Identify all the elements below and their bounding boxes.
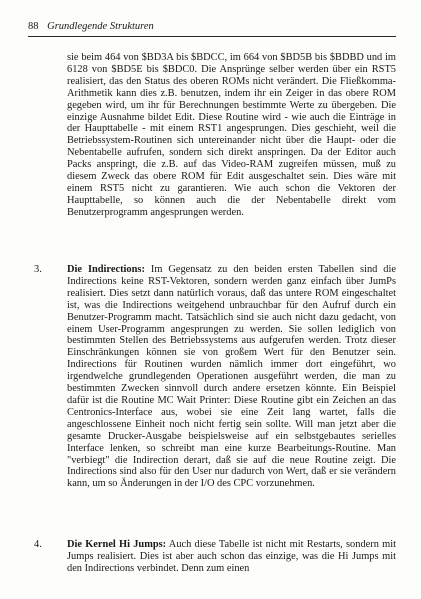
paragraph-text: sie beim 464 von $BD3A bis $BDCC, im 664 von $BD5B bis $BDBD und im 6128 von $BD5E bis $BDC0. Die Ansprünge selber werden über ein RST5 realisiert, das den Status des oberen ROMs nicht verändert. Die Fließkomma-Arithmetik kann dies z.B. benutzen, indem ihr ein Zeiger in das obere ROM gegeben wird, um ihr für Berechnungen bestimmte Werte zu übergeben. Die einzige Ausnahme bildet Edit. Diese Routine wird - wie auch die Einträge in der Haupttabelle - mit einem RST1 angesprungen. Dies geschieht, weil die Betriebssystem-Routinen sich untereinander nicht über die Haupt- oder die Nebentabelle aufrufen, sondern sich direkt anspringen. Da der Editor auch Packs anspringt, die z.B. auf das Video-RAM zugreifen müssen, muß zu diesem Zweck das obere ROM für Edit ausgeschaltet sein. Dies wäre mit einem RST5 nicht zu garantieren. Wie auch schon die Vektoren der Haupttabelle, so können auch die der Nebentabelle direkt vom Benutzerprogramm angesprungen werden. [67,52,396,218]
section-kernel-hi-jumps [67,539,396,579]
header-rule [28,36,396,37]
section-text: Auch diese Tabelle ist nicht mit Restarts, sondern mit Jumps realisiert. Dies ist aber auch schon das einzige, was die Hi Jumps mit den Indirections verbindet. Denn zum einen [67,539,396,574]
section-number-3: 3. [34,264,42,275]
running-title: Grundlegende Strukturen [47,21,154,32]
paragraph-continued [67,52,396,248]
section-text: Im Gegensatz zu den beiden ersten Tabellen sind die Indirections keine RST-Vektoren, sondern werden ganz einfach über JumPs realisiert. Dies setzt dann natürlich voraus, daß das untere ROM eingeschaltet ist, was die Indirections weitgehend unbrauchbar für den Aufruf durch ein Benutzer-Programm macht. Tatsächlich sind sie auch nicht dazu gedacht, von einem User-Programm angesprungen zu werden. Sie sollen lediglich von bestimmten Stellen des Betriebssystems aus aufgerufen werden. Trotz dieser Einschränkungen können sie von großem Wert für den Benutzer sein. Indirections für Routinen wurden nämlich immer dort eingeführt, wo irgendwelche grundlegenden Operationen ausgeführt werden, die man zu bestimmten Zwecken sinnvoll durch andere ersetzen könnte. Ein Beispiel dafür ist die Routine MC Wait Printer: Diese Routine gibt ein Zeichen an das Centronics-Interface aus, wobei sie eine Zeit lang wartet, falls die angeschlossene Einheit noch nicht fertig sein sollte. Will man jetzt aber die gesamte Drucker-Ausgabe beispielsweise auf ein selbstgebautes serielles Interface lenken, so schreibt man eine kurze Bearbeitungs-Routine. Man "verbiegt" die Indirection derart, daß sie auf die neue Routine zeigt. Die Indirections sind also für den User nur dadurch von Wert, daß er sie verändern kann, um so Änderungen in der I/O des CPC vorzunehmen. [67,264,397,490]
section-heading: Die Kernel Hi Jumps: [67,539,167,550]
section-number-4: 4. [34,539,42,550]
section-heading: Die Indirections: [67,264,145,275]
page-number: 88 [28,21,39,32]
section-indirections [67,264,396,526]
running-header [28,20,398,33]
